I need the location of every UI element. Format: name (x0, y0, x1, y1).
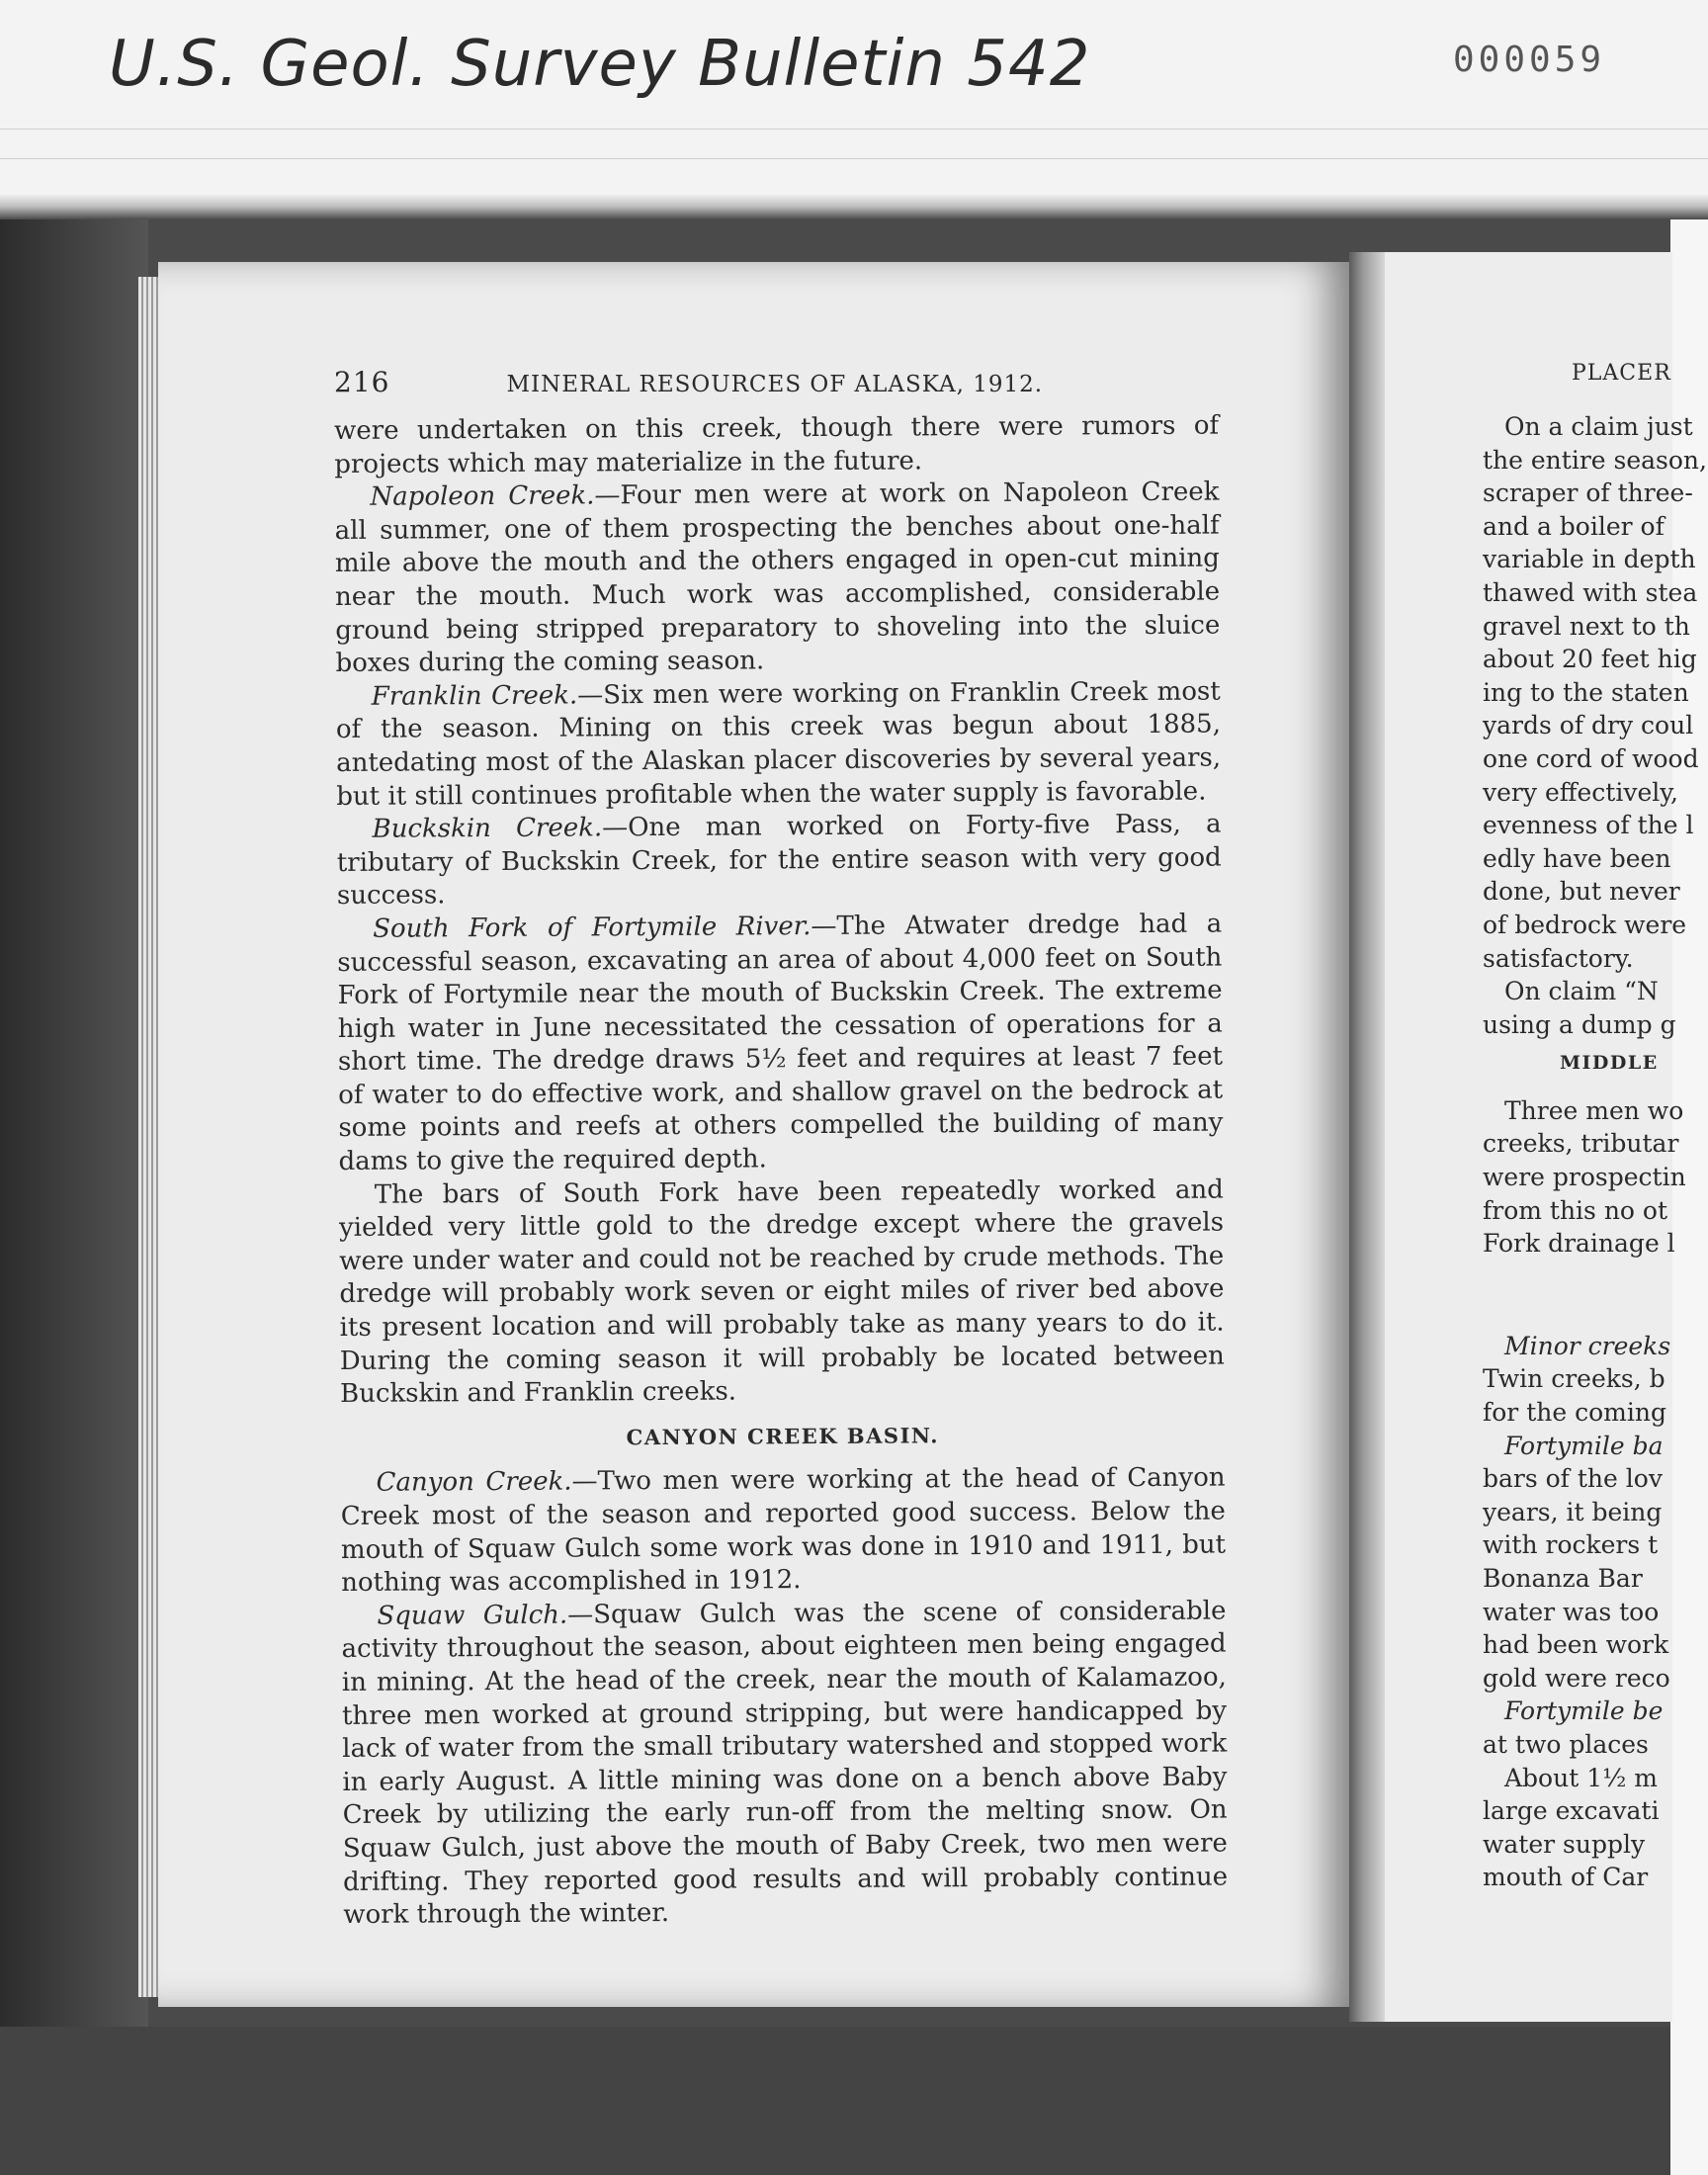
right-page-line: about 20 feet hig (1483, 645, 1697, 674)
right-page-line: at two places (1483, 1729, 1649, 1759)
right-page-line: Twin creeks, b (1483, 1364, 1665, 1394)
right-page-line: On a claim just (1504, 412, 1693, 441)
right-page-line: mouth of Car (1483, 1863, 1649, 1892)
right-page-line: of bedrock were (1483, 910, 1687, 939)
paragraph (337, 908, 1224, 1178)
right-page-line: gold were reco (1483, 1663, 1670, 1693)
header-rule (0, 158, 1708, 159)
right-running-title: PLACER (1572, 361, 1671, 386)
paragraph-group (334, 410, 1225, 1412)
scan-shadow (0, 203, 148, 2175)
paragraph-text: —One man worked on Forty-five Pass, a tributary of Buckskin Creek, for the entire season with very good success. (336, 809, 1222, 912)
right-page-line: Fortymile ba (1504, 1431, 1664, 1460)
paragraph (341, 1462, 1227, 1601)
paragraph-lead: Buckskin Creek. (372, 813, 603, 844)
page-number: 216 (334, 366, 390, 398)
paragraph (336, 675, 1222, 814)
paragraph-lead: Canyon Creek. (376, 1466, 572, 1499)
paragraph (334, 477, 1220, 681)
right-page-line: with rockers t (1483, 1530, 1659, 1560)
right-section-heading: MIDDLE (1560, 1052, 1659, 1075)
scan-bottom (0, 2027, 1708, 2175)
paragraph-group (341, 1462, 1229, 1933)
right-page-line: Fortymile be (1504, 1696, 1664, 1726)
right-page-line: Bonanza Bar (1483, 1564, 1643, 1593)
paragraph-lead: Napoleon Creek. (370, 480, 595, 512)
right-page-line: On claim “N (1504, 977, 1659, 1006)
right-page-line: scraper of three- (1483, 478, 1693, 508)
right-page-line: done, but never (1483, 877, 1680, 907)
right-page-line: the entire season, (1483, 445, 1707, 475)
right-page-line: large excavati (1483, 1796, 1660, 1826)
right-page-line: Three men wo (1504, 1095, 1684, 1125)
right-page-line: for the coming (1483, 1398, 1666, 1428)
handwritten-title: U.S. Geol. Survey Bulletin 542 (109, 28, 1091, 101)
book-gutter (1349, 252, 1385, 2022)
right-page-line: thawed with stea (1483, 577, 1698, 607)
right-page-body (1483, 410, 1707, 1894)
right-page-line: variable in depth (1483, 545, 1696, 574)
right-page-line: edly have been (1483, 843, 1671, 873)
right-page-line: water was too (1483, 1597, 1660, 1626)
running-title: MINERAL RESOURCES OF ALASKA, 1912. (506, 372, 1044, 397)
right-page-line: yards of dry coul (1483, 711, 1694, 740)
right-page-clip (1384, 252, 1707, 2022)
right-page-line: and a boiler of (1483, 511, 1665, 541)
right-page-line: ing to the staten (1483, 677, 1689, 707)
paragraph-text: —Four men were at work on Napoleon Creek all summer, one of them prospecting the benches about one-half mile above the mouth and the others engaged in open-cut mining near the mouth. Much work was accomplished, considerable ground being stripped preparatory to shoveling into the sluice boxes during the coming season. (334, 477, 1221, 679)
paragraph (334, 410, 1219, 482)
paragraph (341, 1595, 1228, 1932)
paragraph-lead: Squaw Gulch. (377, 1600, 568, 1631)
right-page-line: using a dump g (1483, 1009, 1676, 1039)
right-page-line: evenness of the l (1483, 811, 1694, 840)
paragraph-lead: Franklin Creek. (371, 680, 578, 712)
header-rule (0, 129, 1708, 130)
paragraph-text: —Six men were working on Franklin Creek most of the season. Mining on this creek was begun about 1885, antedating most of the Alaskan placer discoveries by several years, but it still continues profitable when the water supply is favorable. (335, 676, 1222, 812)
paragraph-text: The bars of South Fork have been repeatedly worked and yielded very little gold to the dredge except where the gravels were under water and could not be reached by crude methods. The dredge will probably work seven or eight miles of river bed above its present location and will probably take as many years to do it. During the coming season it will probably be located between Buckskin and Franklin creeks. (338, 1174, 1225, 1410)
torn-edge (0, 194, 1708, 219)
paragraph (336, 809, 1222, 914)
paragraph-text: —The Atwater dredge had a successful season, excavating an area of about 4,000 feet on South Fork of Fortymile near the mouth of Buckskin Creek. The extreme high water in June necessitated the cessation of operations for a short time. The dredge draws 5½ feet and requires at least 7 feet of water to do effective work, and shallow gravel on the bedrock at some points and reefs at others compelled the building of many dams to give the required depth. (337, 909, 1224, 1177)
right-page-line: very effectively, (1483, 777, 1678, 807)
paragraph-lead: South Fork of Fortymile River. (373, 911, 811, 944)
paragraph-text: were undertaken on this creek, though there were rumors of projects which may materialize in the future. (334, 410, 1220, 479)
right-page-line: were prospectin (1483, 1163, 1686, 1192)
right-page-line: gravel next to th (1483, 611, 1690, 641)
right-page-line: creeks, tributar (1483, 1129, 1679, 1159)
left-page-body (334, 410, 1228, 1933)
right-page-line: water supply (1483, 1829, 1646, 1859)
paragraph-text: —Two men were working at the head of Canyon Creek most of the season and reported good success. Below the mouth of Squaw Gulch some work was done in 1910 and 1911, but nothing was accomplished in 1912. (340, 1462, 1227, 1599)
left-running-head (334, 366, 1224, 398)
right-page-gap (1483, 1261, 1707, 1330)
paragraph-text: —Squaw Gulch was the scene of considerable activity throughout the season, about eighteen men being engaged in mining. At the head of the creek, near the mouth of Kalamazoo, three men worked at ground stripping, but were handicapped by lack of water from the small tributary watershed and stopped work in early August. A little mining was done on a bench above Baby Creek by utilizing the early run-off from the melting snow. On Squaw Gulch, just above the mouth of Baby Creek, two men were drifting. They reported good results and will probably continue work through the winter. (341, 1596, 1229, 1931)
section-heading: CANYON CREEK BASIN. (626, 1423, 940, 1450)
right-page-line: Fork drainage l (1483, 1229, 1675, 1259)
right-page-line: satisfactory. (1483, 943, 1634, 973)
stamp-number: 000059 (1453, 40, 1606, 80)
paragraph (339, 1174, 1225, 1412)
right-page-line: About 1½ m (1504, 1763, 1658, 1792)
right-page-line: years, it being (1483, 1497, 1663, 1526)
right-page-line: from this no ot (1483, 1195, 1668, 1225)
right-page-line: one cord of wood (1483, 743, 1699, 773)
right-page-line: Minor creeks (1504, 1331, 1671, 1360)
right-page-line: bars of the lov (1483, 1464, 1663, 1494)
right-page-line: had been work (1483, 1630, 1669, 1660)
